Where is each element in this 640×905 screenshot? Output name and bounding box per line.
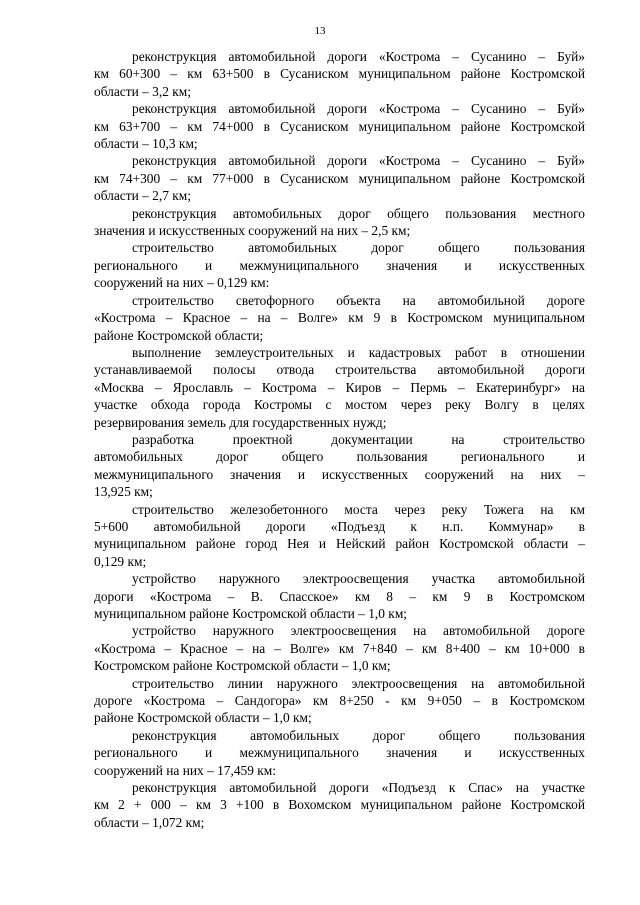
- paragraph-line: «Кострома – Красное – на – Волге» км 7+840 – км 8+400 – км 10+000 в: [94, 640, 585, 656]
- paragraph-line: муниципальном районе город Нея и Нейский район Костромской области –: [94, 536, 585, 552]
- paragraph-line: регионального и межмуниципального значения и искусственных: [94, 745, 585, 761]
- paragraph-line: 13,925 км;: [94, 484, 153, 500]
- paragraph-line: муниципальном районе Костромской области – 1,0 км;: [94, 606, 408, 621]
- paragraph-line: устройство наружного электроосвещения на автомобильной дороге: [132, 623, 585, 639]
- paragraph-line: межмуниципального значения и искусственных сооружений на них –: [94, 466, 585, 482]
- paragraph-line: дороги «Кострома – В. Спасское» км 8 – км 9 в Костромском: [94, 588, 585, 604]
- document-body: [94, 48, 585, 831]
- paragraph-line: км 2 + 000 – км 3 +100 в Вохомском муниципальном районе Костромской: [94, 797, 585, 813]
- paragraph-line: строительство линии наружного электроосвещения на автомобильной: [132, 675, 585, 691]
- paragraph: [94, 501, 585, 571]
- paragraph-line: реконструкция автомобильной дороги «Кострома – Сусанино – Буй»: [132, 49, 585, 64]
- paragraph: [94, 622, 585, 674]
- paragraph-line: реконструкция автомобильных дорог общего пользования местного: [132, 205, 585, 221]
- paragraph: [94, 570, 585, 622]
- paragraph-line: области – 10,3 км;: [94, 136, 198, 152]
- paragraph-line: «Москва – Ярославль – Кострома – Киров – Пермь – Екатеринбург» на: [94, 379, 585, 395]
- paragraph-line: сооружений на них – 17,459 км:: [94, 762, 276, 778]
- paragraph-line: реконструкция автомобильной дороги «Кострома – Сусанино – Буй»: [132, 153, 585, 169]
- paragraph-line: строительство автомобильных дорог общего пользования: [132, 240, 585, 256]
- paragraph-line: реконструкция автомобильной дороги «Подъезд к Спас» на участке: [132, 780, 585, 796]
- paragraph-line: выполнение землеустроительных и кадастровых работ в отношении: [132, 344, 585, 360]
- paragraph: [94, 292, 585, 344]
- paragraph-line: районе Костромской области – 1,0 км;: [94, 710, 312, 726]
- paragraph-line: строительство светофорного объекта на автомобильной дороге: [132, 292, 585, 308]
- paragraph: [94, 152, 585, 204]
- paragraph-line: области – 2,7 км;: [94, 188, 191, 204]
- paragraph-line: регионального и межмуниципального значения и искусственных: [94, 257, 585, 273]
- paragraph-line: участке обхода города Костромы с мостом через реку Волгу в целях: [94, 397, 585, 413]
- paragraph-line: км 63+700 – км 74+000 в Сусаниском муниципальном районе Костромской: [94, 118, 585, 134]
- paragraph: [94, 727, 585, 779]
- paragraph-line: значения и искусственных сооружений на них – 2,5 км;: [94, 223, 411, 239]
- paragraph-line: реконструкция автомобильной дороги «Кострома – Сусанино – Буй»: [132, 101, 585, 117]
- paragraph: [94, 779, 585, 831]
- page-number: 13: [314, 25, 326, 37]
- paragraph: [94, 344, 585, 431]
- paragraph-line: км 74+300 – км 77+000 в Сусаниском муниципальном районе Костромской: [94, 170, 585, 186]
- paragraph: [94, 239, 585, 291]
- paragraph-line: реконструкция автомобильных дорог общего пользования: [132, 727, 585, 743]
- paragraph: [94, 100, 585, 152]
- paragraph-line: устройство наружного электроосвещения участка автомобильной: [132, 571, 585, 587]
- paragraph-line: разработка проектной документации на строительство: [132, 431, 585, 447]
- paragraph-line: сооружений на них – 0,129 км:: [94, 275, 270, 291]
- paragraph-line: районе Костромской области;: [94, 327, 264, 343]
- paragraph-line: км 60+300 – км 63+500 в Сусаниском муниципальном районе Костромской: [94, 66, 585, 82]
- paragraph: [94, 431, 585, 501]
- paragraph-line: Костромском районе Костромской области – 1,0 км;: [94, 658, 391, 674]
- paragraph-line: строительство железобетонного моста через реку Тожега на км: [132, 501, 585, 517]
- paragraph: [94, 48, 585, 100]
- paragraph-line: дороге «Кострома – Сандогора» км 8+250 - км 9+050 – в Костромском: [94, 693, 585, 709]
- paragraph-line: устанавливаемой полосы отвода строительства автомобильной дороги: [94, 362, 585, 378]
- paragraph-line: области – 1,072 км;: [94, 814, 205, 830]
- paragraph: [94, 675, 585, 727]
- paragraph-line: 5+600 автомобильной дороги «Подъезд к н.п. Коммунар» в: [94, 518, 585, 534]
- paragraph-line: автомобильных дорог общего пользования регионального и: [94, 449, 585, 465]
- paragraph-line: области – 3,2 км;: [94, 83, 191, 99]
- paragraph-line: «Кострома – Красное – на – Волге» км 9 в Костромском муниципальном: [94, 310, 585, 326]
- paragraph: [94, 205, 585, 240]
- paragraph-line: резервирования земель для государственных нужд;: [94, 414, 387, 430]
- paragraph-line: 0,129 км;: [94, 553, 147, 569]
